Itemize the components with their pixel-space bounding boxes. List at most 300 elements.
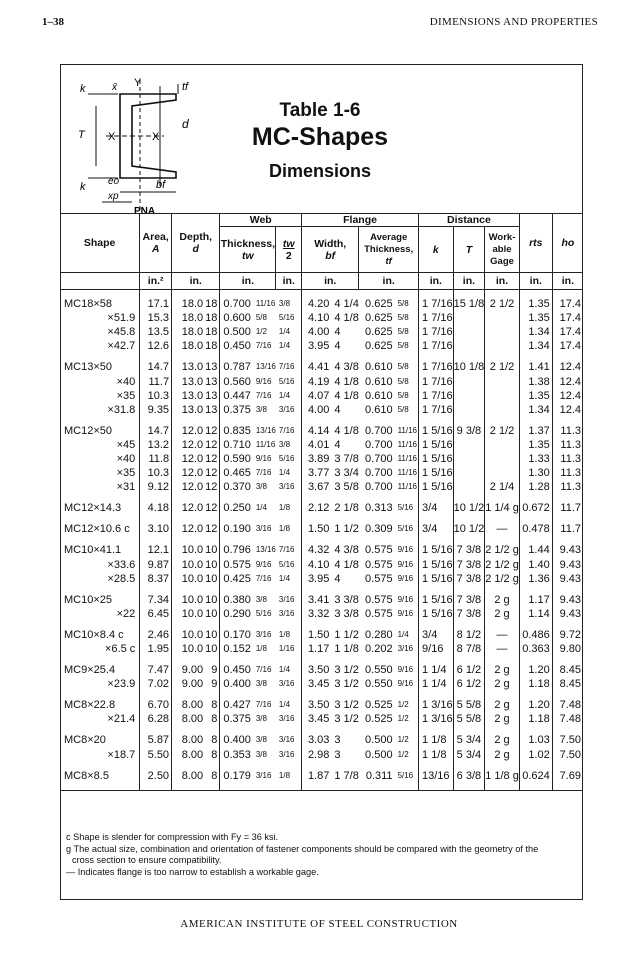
value-cell: 3 3/4	[334, 467, 359, 480]
value-cell: 1.34	[519, 339, 552, 353]
shape-cell: MC13×50	[60, 360, 140, 374]
value-cell: 3/4	[419, 522, 454, 536]
value-cell: 1 1/8	[419, 733, 454, 747]
value-cell: 3/16	[276, 712, 302, 726]
value-cell: 8.45	[559, 664, 581, 677]
spacer-cell	[140, 290, 172, 298]
spacer-cell	[359, 417, 395, 424]
table-row	[60, 593, 583, 607]
unit-cell: in.	[276, 273, 302, 290]
table-row	[60, 452, 583, 466]
value-cell: 11.3	[560, 452, 581, 465]
value-cell: 1 1/2	[334, 628, 359, 641]
value-cell: 4.20	[307, 298, 330, 311]
group-spacer	[60, 515, 583, 522]
spacer-cell	[276, 656, 302, 663]
unit-cell: in.	[419, 273, 454, 290]
spacer-cell	[220, 290, 253, 298]
footnote-g-cont: cross section to ensure compatibility.	[72, 855, 222, 866]
value-cell: 0.625	[365, 312, 393, 325]
spacer-cell	[331, 656, 358, 663]
value-cell: 1 7/16	[419, 297, 454, 311]
shape-cell: ×28.5	[60, 572, 140, 586]
value-cell: 9.35	[140, 403, 172, 417]
value-cell: 0.311	[365, 769, 393, 782]
value-cell: 3/8	[255, 482, 267, 492]
spacer-cell	[60, 656, 140, 663]
col-ho	[552, 214, 583, 273]
value-cell: 4	[334, 572, 341, 585]
shape-cell: MC8×22.8	[60, 698, 140, 712]
value-cell: 0.575	[365, 572, 393, 585]
spacer-cell	[552, 726, 583, 733]
value-cell: 13	[205, 389, 220, 403]
value-cell: 11/16	[255, 439, 276, 449]
value-cell: 0.152	[223, 643, 251, 656]
spacer-cell	[302, 290, 332, 298]
value-cell: 7/16	[255, 700, 272, 710]
spacer-cell	[253, 515, 276, 522]
value-cell: 18.0	[181, 326, 204, 339]
value-cell: 3.77	[307, 467, 330, 480]
table-row	[60, 360, 583, 374]
spacer-cell	[419, 353, 454, 360]
value-cell: 0.710	[223, 438, 251, 451]
value-cell: 12.6	[140, 339, 172, 353]
table-row	[60, 466, 583, 480]
page-number: 1–38	[42, 16, 64, 28]
value-cell: 18	[205, 339, 220, 353]
value-cell: 1/8	[276, 501, 302, 515]
value-cell: 12.4	[559, 361, 581, 374]
spacer-cell	[220, 353, 253, 360]
value-cell: 10.0	[181, 628, 204, 641]
value-cell: 12.0	[181, 424, 204, 437]
spacer-cell	[419, 290, 454, 298]
value-cell: 9/16	[395, 572, 419, 586]
spacer-cell	[485, 783, 520, 791]
group-spacer	[60, 353, 583, 360]
col-area	[140, 214, 172, 273]
value-cell: 0.575	[365, 558, 393, 571]
spacer-cell	[453, 417, 485, 424]
shape-cell: MC12×14.3	[60, 501, 140, 515]
spacer-cell	[331, 515, 358, 522]
spacer-cell	[220, 417, 253, 424]
spacer-cell	[331, 417, 358, 424]
unit-cell: in.	[220, 273, 276, 290]
value-cell: 18	[205, 325, 220, 339]
footnote-dash: — Indicates flange is too narrow to establish a workable gage.	[66, 866, 319, 877]
spacer-cell	[302, 353, 332, 360]
group-flange: Flange	[302, 214, 419, 227]
spacer-cell	[172, 353, 206, 360]
table-row	[60, 480, 583, 494]
value-cell: 7.50	[559, 734, 581, 747]
shape-cell: ×6.5 c	[60, 642, 140, 656]
value-cell: 0.700	[365, 467, 393, 480]
value-cell: 3.32	[307, 607, 330, 620]
value-cell: 8	[205, 733, 220, 747]
value-cell: 1/4	[276, 339, 302, 353]
value-cell: 9.12	[140, 480, 172, 494]
value-cell: 12	[205, 522, 220, 536]
value-cell: 0.700	[365, 452, 393, 465]
value-cell: 1.44	[519, 543, 552, 557]
value-cell: 1.87	[307, 769, 330, 782]
table-row	[60, 297, 583, 311]
spacer-cell	[359, 353, 395, 360]
value-cell: 7.34	[140, 593, 172, 607]
spacer-cell	[205, 586, 220, 593]
value-cell: 1/4	[276, 663, 302, 677]
spacer-cell	[140, 762, 172, 769]
spacer-cell	[140, 536, 172, 543]
mc-shapes-table	[60, 213, 583, 791]
value-cell: 4	[334, 326, 341, 339]
value-cell: 11/16	[255, 299, 276, 309]
spacer-cell	[220, 586, 253, 593]
value-cell: 1 7/16	[419, 403, 454, 417]
spacer-cell	[60, 515, 140, 522]
value-cell: 3.95	[307, 572, 330, 585]
table-row	[60, 403, 583, 417]
spacer-cell	[453, 353, 485, 360]
value-cell: 0.450	[223, 340, 251, 353]
spacer-cell	[519, 726, 552, 733]
spacer-cell	[205, 515, 220, 522]
value-cell: 3.41	[307, 593, 330, 606]
table-row	[60, 642, 583, 656]
value-cell: 5 5/8	[453, 712, 485, 726]
value-cell: 0.550	[365, 664, 393, 677]
value-cell	[453, 389, 485, 403]
table-row	[60, 748, 583, 762]
value-cell: 2 g	[485, 712, 520, 726]
spacer-cell	[205, 726, 220, 733]
value-cell: 10.3	[140, 466, 172, 480]
value-cell: 9.00	[181, 664, 204, 677]
col-half-tw-num: tw	[282, 237, 295, 250]
value-cell: 1/4	[395, 628, 419, 642]
spacer-cell	[331, 536, 358, 543]
spacer-cell	[419, 762, 454, 769]
spacer-cell	[172, 762, 206, 769]
col-avg-label: Average	[370, 231, 408, 243]
spacer-cell	[172, 726, 206, 733]
table-row	[60, 607, 583, 621]
shape-cell: ×40	[60, 374, 140, 388]
value-cell: 1.20	[519, 698, 552, 712]
value-cell: 8.45	[559, 678, 581, 691]
spacer-cell	[519, 515, 552, 522]
spacer-cell	[172, 536, 206, 543]
spacer-cell	[453, 691, 485, 698]
value-cell: 6.45	[140, 607, 172, 621]
spacer-cell	[302, 515, 332, 522]
value-cell: 7/16	[276, 360, 302, 374]
value-cell: 1/4	[276, 466, 302, 480]
value-cell: 1 1/2	[334, 523, 359, 536]
group-web: Web	[220, 214, 302, 227]
value-cell: 9.87	[140, 558, 172, 572]
value-cell: 12.4	[559, 389, 581, 402]
table-row	[60, 572, 583, 586]
spacer-cell	[253, 691, 276, 698]
col-avg-label-2: Thickness,	[364, 243, 414, 255]
value-cell: 9	[205, 677, 220, 691]
value-cell: 3.50	[307, 664, 330, 677]
value-cell: 0.625	[365, 326, 393, 339]
spacer-cell	[276, 417, 302, 424]
spacer-cell	[140, 656, 172, 663]
value-cell: 3/16	[276, 607, 302, 621]
value-cell: 3/8	[255, 714, 267, 724]
value-cell: 1.38	[519, 374, 552, 388]
shape-cell: ×21.4	[60, 712, 140, 726]
spacer-cell	[331, 726, 358, 733]
spacer-cell	[419, 726, 454, 733]
value-cell: 7 3/8	[453, 558, 485, 572]
value-cell: 11.7	[140, 374, 172, 388]
diagram-label: d	[182, 117, 189, 131]
value-cell: 0.170	[223, 628, 251, 641]
value-cell: 10.0	[181, 544, 204, 557]
value-cell: 3/16	[276, 593, 302, 607]
value-cell: 0.353	[223, 748, 251, 761]
value-cell: 0.500	[223, 326, 251, 339]
spacer-cell	[331, 691, 358, 698]
spacer-cell	[60, 691, 140, 698]
value-cell	[453, 311, 485, 325]
value-cell: 1.30	[519, 466, 552, 480]
value-cell: 1 7/16	[419, 374, 454, 388]
value-cell: 12.4	[559, 375, 581, 388]
value-cell: 10	[205, 558, 220, 572]
value-cell: 2 g	[485, 663, 520, 677]
table-row	[60, 733, 583, 747]
spacer-cell	[60, 586, 140, 593]
shape-cell: ×45.8	[60, 325, 140, 339]
value-cell: 4	[334, 403, 341, 416]
spacer-cell	[302, 536, 332, 543]
value-cell: 5/8	[395, 311, 419, 325]
value-cell: 2 1/2	[485, 360, 520, 374]
unit-shape	[60, 273, 140, 290]
spacer-cell	[359, 586, 395, 593]
value-cell: 1.41	[519, 360, 552, 374]
value-cell: 9/16	[395, 663, 419, 677]
value-cell: 9.43	[559, 607, 581, 620]
diagram-label: Y	[134, 77, 142, 89]
value-cell: 3.10	[140, 522, 172, 536]
value-cell: 3/16	[276, 733, 302, 747]
spacer-cell	[205, 290, 220, 298]
value-cell: 8.00	[181, 734, 204, 747]
value-cell: 4 1/8	[334, 312, 359, 325]
spacer-cell	[276, 494, 302, 501]
value-cell: 13	[205, 403, 220, 417]
value-cell: 2 1/4	[485, 480, 520, 494]
table-title-block	[220, 100, 420, 184]
value-cell: 3/16	[276, 677, 302, 691]
value-cell: 5/8	[395, 325, 419, 339]
value-cell: 10.0	[181, 607, 204, 620]
value-cell: 1/8	[276, 522, 302, 536]
value-cell: 0.525	[365, 713, 393, 726]
value-cell: 3 3/8	[334, 607, 359, 620]
shape-cell: ×33.6	[60, 558, 140, 572]
table-row	[60, 311, 583, 325]
group-spacer	[60, 290, 583, 298]
spacer-cell	[519, 691, 552, 698]
value-cell: 7.02	[140, 677, 172, 691]
value-cell: 1/4	[276, 698, 302, 712]
spacer-cell	[253, 494, 276, 501]
value-cell: 1 7/16	[419, 360, 454, 374]
value-cell: 10	[205, 543, 220, 557]
value-cell: 1.14	[519, 607, 552, 621]
value-cell: 0.375	[223, 403, 251, 416]
value-cell	[485, 311, 520, 325]
spacer-cell	[552, 656, 583, 663]
value-cell: 8 1/2	[453, 628, 485, 642]
value-cell: 1 7/16	[419, 389, 454, 403]
spacer-cell	[485, 494, 520, 501]
value-cell: 1/8	[255, 644, 267, 654]
spacer-cell	[276, 783, 302, 791]
table-row	[60, 663, 583, 677]
value-cell: 1.03	[519, 733, 552, 747]
value-cell: 3.95	[307, 340, 330, 353]
spacer-cell	[419, 783, 454, 791]
value-cell: 1.18	[519, 677, 552, 691]
spacer-cell	[453, 726, 485, 733]
table-row	[60, 712, 583, 726]
value-cell: 1.17	[519, 593, 552, 607]
shape-cell: ×31	[60, 480, 140, 494]
diagram-label: X	[152, 131, 160, 143]
value-cell: 0.575	[223, 558, 251, 571]
value-cell: 13	[205, 360, 220, 374]
table-row	[60, 389, 583, 403]
table-row	[60, 543, 583, 557]
value-cell: 9.43	[559, 558, 581, 571]
spacer-cell	[453, 783, 485, 791]
col-web-thickness-symbol: tw	[242, 249, 254, 262]
spacer-cell	[253, 783, 276, 791]
spacer-cell	[140, 621, 172, 628]
value-cell: 1.50	[307, 628, 330, 641]
value-cell: 4.00	[307, 403, 330, 416]
table-row	[60, 769, 583, 783]
spacer-cell	[359, 762, 395, 769]
shape-cell: MC18×58	[60, 297, 140, 311]
value-cell: 11.7	[560, 523, 581, 536]
value-cell: 4.00	[307, 326, 330, 339]
value-cell: 13/16	[255, 545, 276, 555]
spacer-cell	[172, 494, 206, 501]
value-cell: 4 1/8	[334, 375, 359, 388]
value-cell: 12.0	[181, 467, 204, 480]
value-cell: 11.8	[140, 452, 172, 466]
value-cell	[453, 339, 485, 353]
value-cell: 9/16	[395, 543, 419, 557]
unit-cell: in.²	[140, 273, 172, 290]
spacer-cell	[220, 691, 253, 698]
spacer-cell	[220, 621, 253, 628]
value-cell: 8	[205, 712, 220, 726]
value-cell: 3/8	[255, 735, 267, 745]
value-cell: 3.50	[307, 699, 330, 712]
value-cell: 5/16	[255, 608, 272, 618]
value-cell: 1/4	[276, 325, 302, 339]
value-cell: 3/16	[276, 403, 302, 417]
spacer-cell	[253, 656, 276, 663]
value-cell	[485, 389, 520, 403]
value-cell: 11.3	[560, 467, 581, 480]
value-cell: 3 1/2	[334, 699, 359, 712]
value-cell: 14.7	[140, 360, 172, 374]
value-cell: 2.98	[307, 748, 330, 761]
value-cell: 3	[334, 748, 341, 761]
value-cell: 2 1/2	[485, 424, 520, 438]
value-cell: 17.4	[559, 298, 581, 311]
spacer-cell	[253, 417, 276, 424]
unit-cell: in.	[302, 273, 359, 290]
diagram-label: k	[80, 181, 86, 193]
value-cell: 9.43	[559, 544, 581, 557]
value-cell: 2 g	[485, 593, 520, 607]
col-depth-symbol: d	[192, 243, 199, 255]
table-row	[60, 374, 583, 388]
unit-cell: in.	[552, 273, 583, 290]
spacer-cell	[220, 656, 253, 663]
group-spacer	[60, 656, 583, 663]
diagram-label: k	[80, 83, 86, 95]
value-cell: 11.3	[560, 438, 581, 451]
spacer-cell	[519, 290, 552, 298]
value-cell: 1 7/16	[419, 325, 454, 339]
value-cell: 1 5/16	[419, 558, 454, 572]
value-cell: 1.28	[519, 480, 552, 494]
spacer-cell	[453, 656, 485, 663]
value-cell: 0.447	[223, 389, 251, 402]
group-spacer	[60, 494, 583, 501]
value-cell: 5/8	[395, 374, 419, 388]
spacer-cell	[552, 353, 583, 360]
spacer-cell	[395, 586, 419, 593]
spacer-cell	[205, 691, 220, 698]
value-cell: 13/16	[255, 425, 276, 435]
spacer-cell	[453, 290, 485, 298]
spacer-cell	[302, 691, 332, 698]
table-row	[60, 501, 583, 515]
value-cell: 0.500	[365, 734, 393, 747]
spacer-cell	[519, 656, 552, 663]
value-cell: 1 5/16	[419, 572, 454, 586]
shape-cell: ×22	[60, 607, 140, 621]
table-row	[60, 438, 583, 452]
value-cell: 2 g	[485, 698, 520, 712]
value-cell: 13.5	[140, 325, 172, 339]
value-cell: 7/16	[255, 390, 272, 400]
value-cell: 9/16	[395, 607, 419, 621]
table-row	[60, 522, 583, 536]
spacer-cell	[519, 762, 552, 769]
section-title: DIMENSIONS AND PROPERTIES	[429, 16, 598, 28]
value-cell: 9/16	[419, 642, 454, 656]
